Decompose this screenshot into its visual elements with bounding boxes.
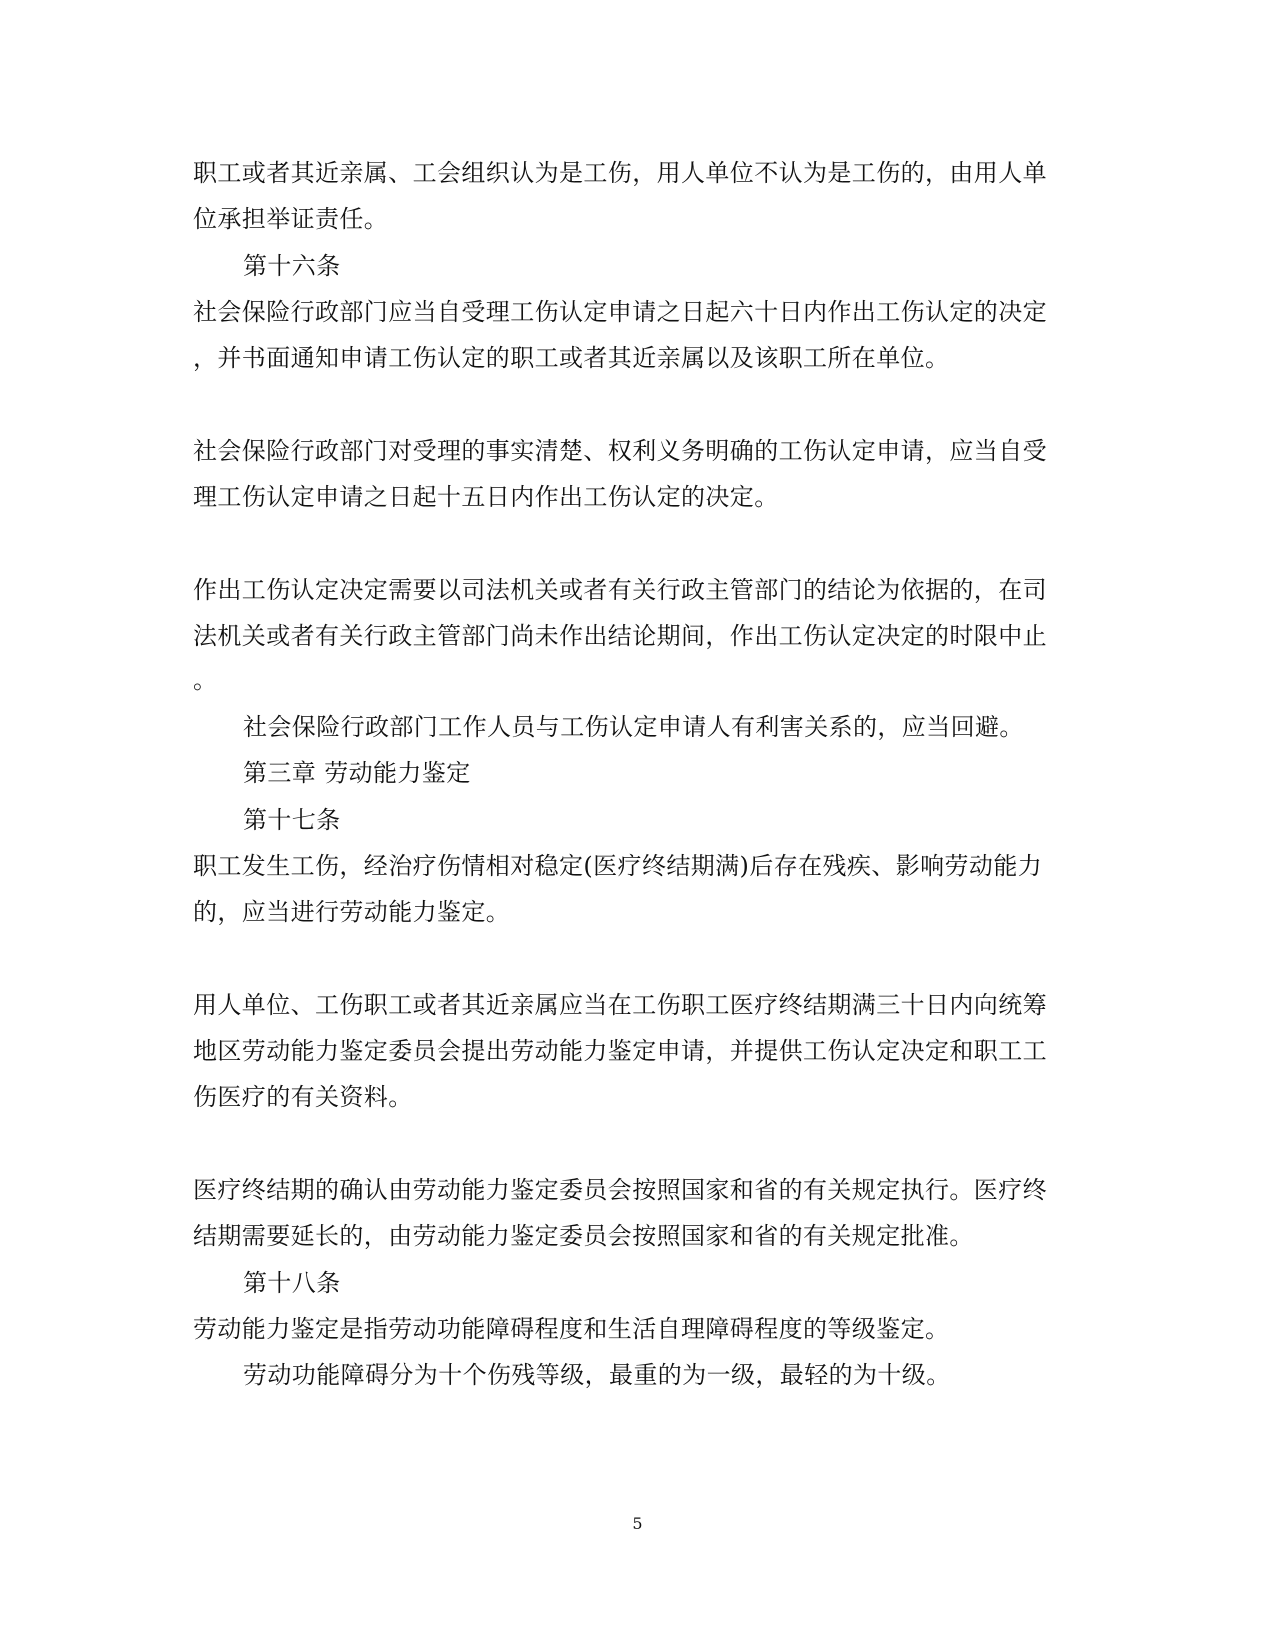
text-line: 伤医疗的有关资料。 [193, 1083, 413, 1111]
text-line: 职工或者其近亲属、工会组织认为是工伤，用人单位不认为是工伤的，由用人单 [193, 159, 1047, 187]
page-number: 5 [632, 1514, 643, 1533]
text-line: 。 [193, 666, 218, 694]
text-line: 职工发生工伤，经治疗伤情相对稳定(医疗终结期满)后存在残疾、影响劳动能力 [193, 852, 1043, 880]
text-line: 劳动能力鉴定是指劳动功能障碍程度和生活自理障碍程度的等级鉴定。 [193, 1315, 950, 1343]
article-heading: 第十六条 [243, 252, 341, 280]
text-line: 社会保险行政部门应当自受理工伤认定申请之日起六十日内作出工伤认定的决定 [193, 298, 1047, 326]
text-line: 劳动功能障碍分为十个伤残等级，最重的为一级，最轻的为十级。 [243, 1361, 951, 1389]
chapter-heading: 第三章 劳动能力鉴定 [243, 759, 471, 787]
text-line: 法机关或者有关行政主管部门尚未作出结论期间，作出工伤认定决定的时限中止 [193, 622, 1047, 650]
text-line: 用人单位、工伤职工或者其近亲属应当在工伤职工医疗终结期满三十日内向统筹 [193, 991, 1047, 1019]
text-line: 结期需要延长的，由劳动能力鉴定委员会按照国家和省的有关规定批准。 [193, 1222, 974, 1250]
text-line: 地区劳动能力鉴定委员会提出劳动能力鉴定申请，并提供工伤认定决定和职工工 [193, 1037, 1047, 1065]
text-line: 位承担举证责任。 [193, 205, 389, 233]
text-line: 理工伤认定申请之日起十五日内作出工伤认定的决定。 [193, 483, 779, 511]
article-heading: 第十七条 [243, 806, 341, 834]
text-line: 的，应当进行劳动能力鉴定。 [193, 898, 511, 926]
article-heading: 第十八条 [243, 1269, 341, 1297]
text-line: 作出工伤认定决定需要以司法机关或者有关行政主管部门的结论为依据的，在司 [193, 576, 1047, 604]
text-line: 社会保险行政部门对受理的事实清楚、权利义务明确的工伤认定申请，应当自受 [193, 437, 1047, 465]
text-line: ，并书面通知申请工伤认定的职工或者其近亲属以及该职工所在单位。 [193, 344, 950, 372]
text-line: 医疗终结期的确认由劳动能力鉴定委员会按照国家和省的有关规定执行。医疗终 [193, 1176, 1047, 1204]
text-line: 社会保险行政部门工作人员与工伤认定申请人有利害关系的，应当回避。 [243, 713, 1024, 741]
